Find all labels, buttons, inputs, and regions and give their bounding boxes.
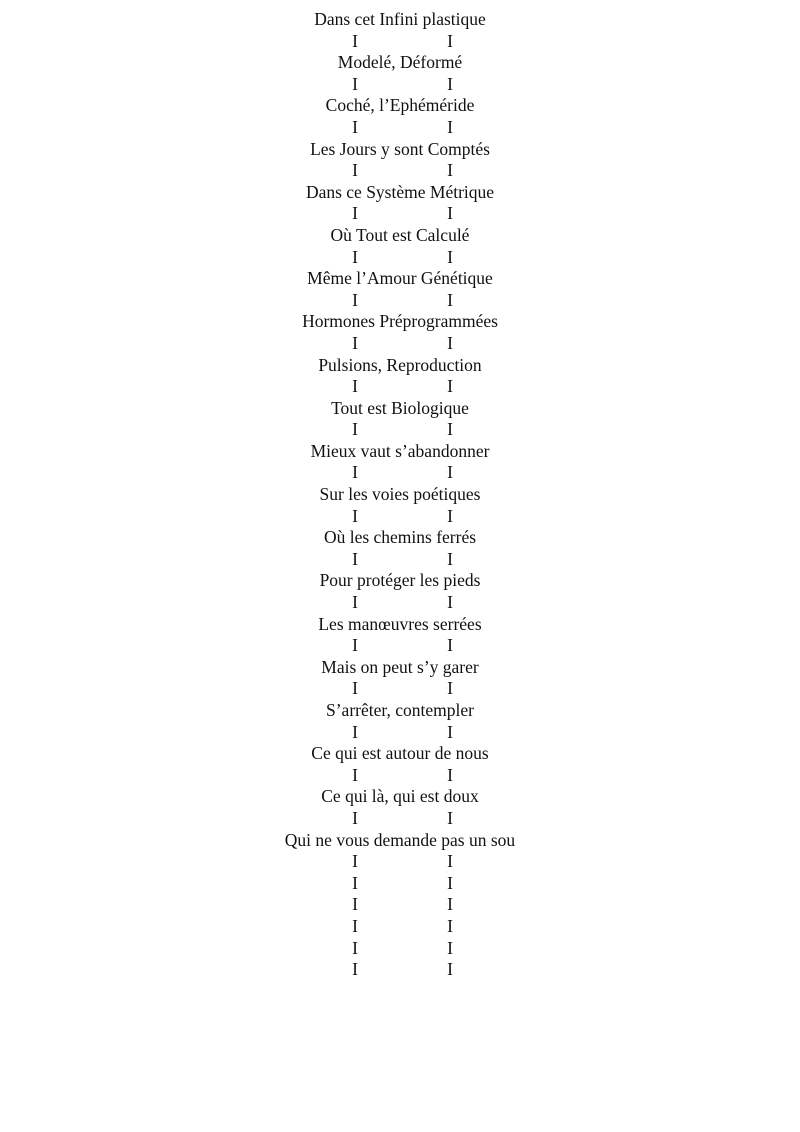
rail-row (0, 203, 800, 225)
rail-row (0, 592, 800, 614)
rail-row (0, 419, 800, 441)
rail-bar-right: I (447, 915, 453, 936)
rail-row (0, 938, 800, 960)
poem-line: Tout est Biologique (331, 397, 469, 418)
poem-line: Coché, l’Ephéméride (325, 95, 475, 116)
rail-bar-left: I (352, 332, 358, 353)
rail-bar-right: I (447, 959, 453, 980)
rail-bar-right: I (447, 30, 453, 51)
rail-bar-left: I (352, 851, 358, 872)
rail-bar-right: I (447, 246, 453, 267)
rail-bar-left: I (352, 289, 358, 310)
rail-bar-right: I (447, 894, 453, 915)
rail-row (0, 678, 800, 700)
rail-bar-left: I (352, 203, 358, 224)
poem-line: Ce qui est autour de nous (311, 743, 489, 764)
poem-line: Mais on peut s’y garer (321, 656, 479, 677)
rail-bar-left: I (352, 419, 358, 440)
poem-line: Hormones Préprogrammées (302, 311, 498, 332)
rail-bar-left: I (352, 872, 358, 893)
rail-bar-right: I (447, 116, 453, 137)
rail-bar-left: I (352, 376, 358, 397)
rail-row (0, 74, 800, 96)
poem-line: Mieux vaut s’abandonner (310, 440, 490, 461)
poem-line: Pulsions, Reproduction (318, 354, 482, 375)
rail-row (0, 851, 800, 873)
rail-bar-left: I (352, 246, 358, 267)
rail-bar-left: I (352, 937, 358, 958)
rail-bar-left: I (352, 548, 358, 569)
rail-bar-left: I (352, 764, 358, 785)
rail-bar-left: I (352, 915, 358, 936)
rail-row (0, 916, 800, 938)
rail-row (0, 462, 800, 484)
rail-bar-right: I (447, 851, 453, 872)
rail-bar-left: I (352, 160, 358, 181)
rail-bar-right: I (447, 592, 453, 613)
rail-bar-right: I (447, 548, 453, 569)
rail-row (0, 247, 800, 269)
poem-line: Dans ce Système Métrique (305, 181, 495, 202)
rail-bar-right: I (447, 376, 453, 397)
poem-line: Les manœuvres serrées (318, 613, 482, 634)
poem-line: Où Tout est Calculé (330, 224, 470, 245)
rail-bar-left: I (352, 959, 358, 980)
poem-line: Qui ne vous demande pas un sou (284, 829, 516, 850)
rail-row (0, 333, 800, 355)
rail-row (0, 160, 800, 182)
rail-bar-right: I (447, 807, 453, 828)
poem-line: Modelé, Déformé (337, 52, 463, 73)
poem-line: Les Jours y sont Comptés (310, 138, 490, 159)
rail-row (0, 506, 800, 528)
rail-bar-right: I (447, 73, 453, 94)
rail-bar-left: I (352, 505, 358, 526)
rail-bar-right: I (447, 872, 453, 893)
rail-bar-left: I (352, 116, 358, 137)
rail-bar-right: I (447, 937, 453, 958)
rail-bar-right: I (447, 721, 453, 742)
poem-line: Pour protéger les pieds (319, 570, 481, 591)
rail-bar-left: I (352, 678, 358, 699)
rail-bar-right: I (447, 160, 453, 181)
rail-row (0, 894, 800, 916)
rail-bar-right: I (447, 505, 453, 526)
rail-row (0, 376, 800, 398)
rail-bar-right: I (447, 203, 453, 224)
rail-bar-left: I (352, 635, 358, 656)
poem-line: Même l’Amour Génétique (307, 268, 493, 289)
rail-row (0, 808, 800, 830)
rail-bar-left: I (352, 807, 358, 828)
rail-bar-left: I (352, 462, 358, 483)
rail-row (0, 117, 800, 139)
rail-row (0, 722, 800, 744)
rail-row (0, 765, 800, 787)
rail-bar-right: I (447, 764, 453, 785)
rail-bar-left: I (352, 592, 358, 613)
rail-bar-left: I (352, 30, 358, 51)
rail-row (0, 290, 800, 312)
rail-bar-left: I (352, 894, 358, 915)
rail-row (0, 31, 800, 53)
poem-line: Dans cet Infini plastique (314, 9, 486, 29)
rail-row (0, 959, 800, 981)
rail-bar-right: I (447, 332, 453, 353)
poem-line: Sur les voies poétiques (319, 484, 481, 505)
poem (0, 9, 800, 981)
rail-row (0, 873, 800, 895)
rail-bar-right: I (447, 635, 453, 656)
rail-bar-right: I (447, 678, 453, 699)
rail-bar-right: I (447, 419, 453, 440)
poem-line: Ce qui là, qui est doux (321, 786, 479, 807)
poem-line: S’arrêter, contempler (326, 700, 474, 720)
rail-row (0, 549, 800, 571)
poem-line: Où les chemins ferrés (323, 527, 477, 548)
rail-bar-right: I (447, 289, 453, 310)
rail-row (0, 635, 800, 657)
rail-bar-right: I (447, 462, 453, 483)
rail-bar-left: I (352, 721, 358, 742)
rail-bar-left: I (352, 73, 358, 94)
